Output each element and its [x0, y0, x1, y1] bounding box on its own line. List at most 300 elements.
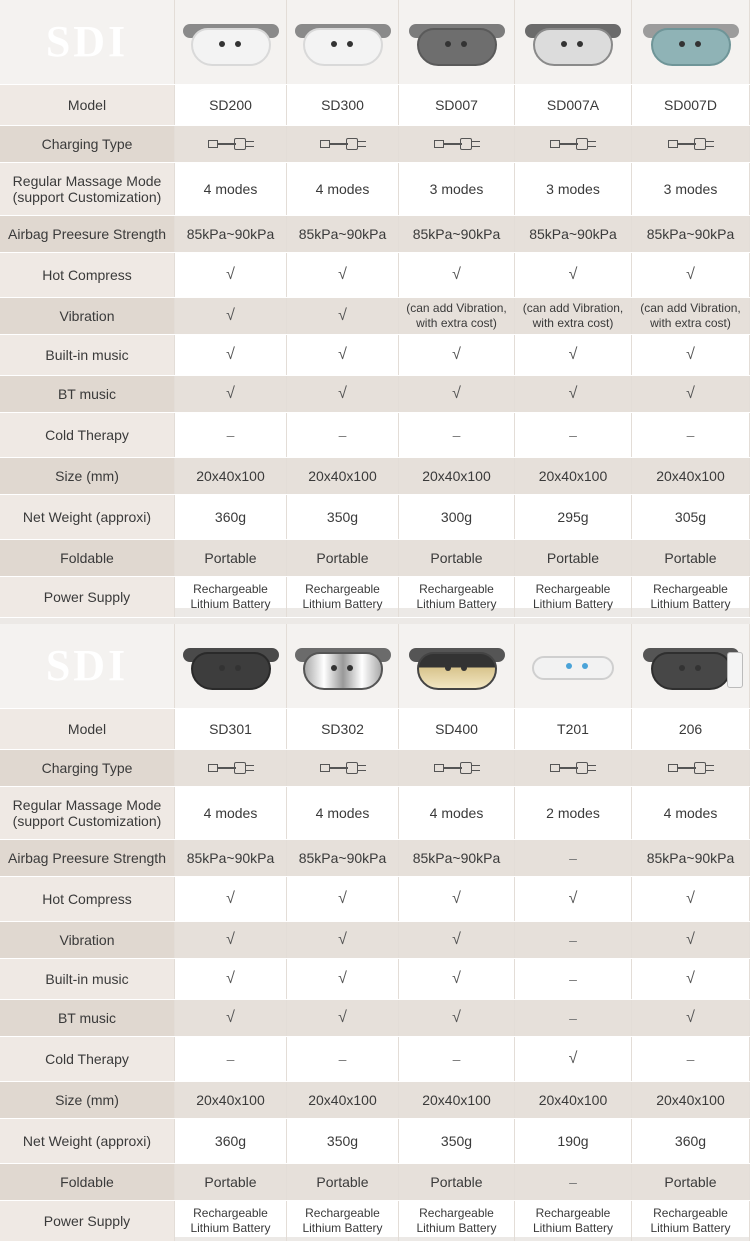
cell-airbag: [515, 840, 632, 876]
row-label: [0, 335, 175, 375]
value-text: 85kPa~90kPa: [186, 226, 275, 242]
cell-vibration: [175, 298, 287, 334]
value-text: 4 modes: [315, 181, 370, 197]
cell-foldable: [287, 540, 399, 576]
value-text: 20x40x100: [308, 1092, 377, 1108]
cell-weight: [399, 495, 515, 539]
row-cold: [0, 1037, 750, 1082]
brand-cell: [0, 0, 175, 84]
power-line: Rechargeable: [419, 1206, 494, 1220]
cell-foldable: [399, 540, 515, 576]
cell-model: [175, 709, 287, 749]
cell-vibration: [399, 298, 515, 334]
mini-eye-massager-icon: [528, 638, 618, 694]
check-mark: √: [338, 890, 347, 907]
value-text: 85kPa~90kPa: [529, 226, 617, 242]
cable-plug: [668, 140, 678, 148]
row-power: [0, 577, 750, 618]
cell-music: [399, 335, 515, 375]
cell-vibration: [632, 922, 750, 958]
cell-size: [399, 1082, 515, 1118]
value-text: 20x40x100: [538, 468, 608, 484]
not-available-dash: –: [226, 427, 235, 443]
cell-vibration: [515, 298, 632, 334]
cable-head: [694, 762, 706, 774]
cell-weight: [399, 1119, 515, 1163]
cell-airbag: [287, 840, 399, 876]
cell-bt: [632, 1000, 750, 1036]
value-text: T201: [557, 721, 589, 737]
cell-airbag: [399, 216, 515, 252]
row-foldable: [0, 1164, 750, 1201]
mask-button: [445, 665, 451, 671]
check-mark: √: [226, 307, 235, 324]
row-label: [0, 1037, 175, 1081]
not-available-dash: –: [569, 427, 577, 443]
product-image-cell: [632, 0, 750, 84]
cell-music: [287, 959, 399, 999]
check-mark: √: [686, 385, 695, 402]
value-text: 305g: [674, 509, 707, 525]
value-text: 3 modes: [546, 181, 600, 197]
value-text: Portable: [430, 550, 483, 566]
power-line: Lithium Battery: [416, 1221, 497, 1235]
cell-size: [399, 458, 515, 494]
charging-cable-icon: [320, 138, 366, 150]
power-line: Lithium Battery: [190, 597, 271, 611]
cell-hot: [287, 877, 399, 921]
power-line: Rechargeable: [419, 582, 494, 596]
check-mark: √: [338, 931, 347, 948]
label-line: Regular Massage Mode: [12, 797, 162, 813]
charging-cable-icon: [320, 762, 366, 774]
power-line: Lithium Battery: [416, 597, 497, 611]
cell-model: [632, 709, 750, 749]
check-mark: √: [686, 931, 695, 948]
cell-music: [515, 335, 632, 375]
cell-size: [632, 1082, 750, 1118]
mask-button: [219, 41, 225, 47]
cell-charging: [515, 750, 632, 786]
cell-massage: [632, 787, 750, 839]
mask-body: [533, 28, 613, 66]
value-text: SD400: [435, 721, 478, 737]
product-image-cell: [175, 624, 287, 708]
row-label-text: Airbag Preesure Strength: [8, 850, 166, 866]
row-label-text: Built-in music: [45, 347, 129, 363]
check-mark: √: [452, 890, 461, 907]
cell-massage: [175, 787, 287, 839]
check-mark: √: [686, 1009, 695, 1026]
row-label: [0, 253, 175, 297]
cable-plug: [320, 764, 330, 772]
value-text: 360g: [674, 1133, 707, 1149]
cable-head: [346, 138, 358, 150]
cell-power: [287, 1201, 399, 1241]
cable-plug: [434, 140, 444, 148]
power-supply-text: [416, 582, 496, 612]
cell-weight: [515, 1119, 632, 1163]
power-line: Rechargeable: [653, 1206, 728, 1220]
check-mark: √: [338, 385, 347, 402]
mask-body: [303, 652, 383, 690]
cable-head: [460, 762, 472, 774]
cell-size: [175, 458, 287, 494]
cell-model: [515, 85, 632, 125]
check-mark: √: [686, 346, 695, 363]
row-massage: [0, 163, 750, 216]
row-weight: [0, 495, 750, 540]
cable-wire: [678, 767, 696, 769]
cell-size: [515, 458, 632, 494]
label-line: (support Customization): [12, 813, 162, 829]
cell-model: [399, 85, 515, 125]
value-text: 350g: [326, 509, 359, 525]
product-image-cell: [287, 624, 399, 708]
mask-button: [561, 41, 567, 47]
not-available-dash: –: [686, 1051, 695, 1067]
value-text: SD200: [209, 97, 252, 113]
value-text: 190g: [557, 1133, 589, 1149]
value-text: Portable: [316, 1174, 369, 1190]
cell-bt: [287, 376, 399, 412]
cell-model: [287, 85, 399, 125]
mask-body: [191, 652, 271, 690]
check-mark: √: [452, 1009, 461, 1026]
header-row: [0, 0, 750, 85]
value-text: SD007A: [546, 97, 600, 113]
cell-massage: [515, 787, 632, 839]
cable-head: [346, 762, 358, 774]
value-text: 20x40x100: [538, 1092, 608, 1108]
cell-size: [175, 1082, 287, 1118]
product-image-cell: [515, 0, 632, 84]
mask-button: [679, 665, 685, 671]
row-label-text: Vibration: [59, 308, 115, 324]
cell-charging: [515, 126, 632, 162]
cable-head: [576, 138, 588, 150]
product-image-cell: [515, 624, 632, 708]
row-hot: [0, 253, 750, 298]
value-text: 4 modes: [429, 805, 484, 821]
cable-pin: [706, 141, 714, 147]
mask-body: [532, 656, 614, 680]
row-label-text: [13, 173, 162, 205]
value-text: 20x40x100: [196, 1092, 265, 1108]
row-label: [0, 1000, 175, 1036]
value-text: 4 modes: [663, 805, 718, 821]
not-available-dash: –: [569, 932, 577, 948]
value-text: 85kPa~90kPa: [646, 226, 735, 242]
row-label: [0, 840, 175, 876]
check-mark: √: [452, 931, 461, 948]
remote-control: [727, 652, 743, 688]
row-airbag: [0, 216, 750, 253]
cell-music: [175, 959, 287, 999]
cable-head: [576, 762, 588, 774]
row-airbag: [0, 840, 750, 877]
value-text: 350g: [326, 1133, 359, 1149]
cell-massage: [515, 163, 632, 215]
value-text: 3 modes: [429, 181, 484, 197]
cell-hot: [632, 253, 750, 297]
value-text: 85kPa~90kPa: [186, 850, 275, 866]
value-text: SD302: [321, 721, 364, 737]
cable-pin: [358, 765, 366, 771]
grey-eye-mask-icon: [407, 14, 507, 70]
cell-power: [632, 1201, 750, 1241]
power-line: Rechargeable: [193, 582, 268, 596]
row-label: [0, 1082, 175, 1118]
power-line: Lithium Battery: [650, 597, 731, 611]
cell-hot: [515, 877, 632, 921]
charging-cable-icon: [668, 138, 714, 150]
mask-body: [303, 28, 383, 66]
vibration-note: (can add Vibration, with extra cost): [522, 301, 624, 330]
white-eye-mask-icon: [181, 14, 281, 70]
product-image-cell: [399, 624, 515, 708]
cell-weight: [175, 495, 287, 539]
cable-plug: [550, 764, 560, 772]
power-supply-text: [533, 1206, 613, 1236]
row-label-text: [13, 797, 162, 829]
check-mark: √: [686, 890, 695, 907]
mask-button: [679, 41, 685, 47]
product-image-cell: [632, 624, 750, 708]
cable-plug: [320, 140, 330, 148]
cell-massage: [287, 163, 399, 215]
charging-cable-icon: [668, 762, 714, 774]
row-music: [0, 335, 750, 376]
check-mark: √: [338, 346, 347, 363]
cable-pin: [472, 141, 480, 147]
cell-massage: [632, 163, 750, 215]
chrome-eye-mask-icon: [293, 638, 393, 694]
cell-cold: [515, 1037, 632, 1081]
silver-eye-mask-icon: [523, 14, 623, 70]
row-model: [0, 85, 750, 126]
cell-bt: [287, 1000, 399, 1036]
value-text: 20x40x100: [656, 1092, 725, 1108]
comparison-table-2: [0, 624, 750, 1237]
row-label: [0, 163, 175, 215]
cell-foldable: [515, 540, 632, 576]
power-line: Lithium Battery: [302, 597, 383, 611]
row-charging: [0, 750, 750, 787]
cell-bt: [399, 1000, 515, 1036]
check-mark: √: [338, 970, 347, 987]
row-label: [0, 216, 175, 252]
mask-button: [695, 41, 701, 47]
row-label-text: Net Weight (approxi): [22, 509, 152, 525]
value-text: Portable: [204, 1174, 257, 1190]
power-supply-text: [302, 1206, 382, 1236]
value-text: 2 modes: [546, 805, 600, 821]
cell-size: [515, 1082, 632, 1118]
cell-weight: [632, 495, 750, 539]
check-mark: √: [226, 1009, 235, 1026]
row-label-text: Power Supply: [43, 589, 131, 605]
row-label-text: Airbag Preesure Strength: [8, 226, 166, 242]
row-label: [0, 959, 175, 999]
cell-foldable: [399, 1164, 515, 1200]
value-text: Portable: [664, 1174, 717, 1190]
mask-button: [219, 665, 225, 671]
label-line: Regular Massage Mode: [12, 173, 162, 189]
mask-body: [651, 652, 731, 690]
row-label: [0, 413, 175, 457]
cell-cold: [632, 1037, 750, 1081]
cell-model: [287, 709, 399, 749]
cell-cold: [175, 413, 287, 457]
teal-eye-mask-icon: [641, 14, 741, 70]
cell-hot: [287, 253, 399, 297]
cell-charging: [632, 126, 750, 162]
not-available-dash: –: [452, 427, 461, 443]
cell-vibration: [287, 298, 399, 334]
check-mark: √: [568, 346, 578, 363]
cell-power: [632, 577, 750, 617]
cable-pin: [472, 765, 480, 771]
check-mark: √: [452, 385, 461, 402]
cell-hot: [632, 877, 750, 921]
not-available-dash: –: [338, 427, 347, 443]
value-text: 360g: [214, 509, 247, 525]
row-label: [0, 126, 175, 162]
cell-model: [515, 709, 632, 749]
row-label-text: Size (mm): [55, 1092, 119, 1108]
check-mark: √: [226, 931, 235, 948]
cell-charging: [287, 126, 399, 162]
mask-button: [347, 665, 353, 671]
cable-plug: [550, 140, 560, 148]
mask-button: [331, 41, 337, 47]
cell-vibration: [175, 922, 287, 958]
cell-massage: [287, 787, 399, 839]
row-label: [0, 750, 175, 786]
not-available-dash: –: [226, 1051, 235, 1067]
value-text: 85kPa~90kPa: [412, 850, 501, 866]
power-line: Lithium Battery: [302, 1221, 383, 1235]
not-available-dash: –: [569, 850, 577, 866]
cell-bt: [632, 376, 750, 412]
vibration-note: (can add Vibration, with extra cost): [406, 301, 507, 330]
row-label-text: Model: [67, 97, 107, 113]
row-label: [0, 1119, 175, 1163]
cell-massage: [175, 163, 287, 215]
check-mark: √: [338, 1009, 347, 1026]
not-available-dash: –: [569, 1174, 577, 1190]
cell-hot: [175, 877, 287, 921]
row-music: [0, 959, 750, 1000]
check-mark: √: [568, 266, 578, 283]
cell-airbag: [515, 216, 632, 252]
row-label: [0, 877, 175, 921]
row-foldable: [0, 540, 750, 577]
header-row: [0, 624, 750, 709]
charging-cable-icon: [550, 138, 596, 150]
power-line: Rechargeable: [653, 582, 728, 596]
power-supply-text: [416, 1206, 496, 1236]
check-mark: √: [226, 385, 235, 402]
row-vibration: [0, 298, 750, 335]
cell-bt: [515, 1000, 632, 1036]
value-text: 20x40x100: [196, 468, 265, 484]
value-text: 4 modes: [315, 805, 370, 821]
charging-cable-icon: [208, 762, 254, 774]
gold-eye-mask-icon: [407, 638, 507, 694]
value-text: 85kPa~90kPa: [646, 850, 735, 866]
row-label-text: Vibration: [59, 932, 115, 948]
cable-head: [234, 138, 246, 150]
check-mark: √: [452, 266, 461, 283]
power-supply-text: [650, 582, 730, 612]
cell-foldable: [175, 1164, 287, 1200]
cell-hot: [515, 253, 632, 297]
row-cold: [0, 413, 750, 458]
value-text: SD007: [435, 97, 478, 113]
mask-body: [417, 652, 497, 690]
cell-charging: [287, 750, 399, 786]
row-label: [0, 298, 175, 334]
cell-weight: [175, 1119, 287, 1163]
row-size: [0, 458, 750, 495]
mask-button: [582, 663, 588, 669]
black-eye-mask-icon: [181, 638, 281, 694]
cell-charging: [175, 750, 287, 786]
mask-button: [235, 665, 241, 671]
cell-size: [632, 458, 750, 494]
row-label-text: BT music: [57, 1010, 117, 1026]
row-label: [0, 495, 175, 539]
not-available-dash: –: [569, 1010, 577, 1026]
value-text: 3 modes: [663, 181, 718, 197]
value-text: 20x40x100: [422, 468, 491, 484]
mask-body: [191, 28, 271, 66]
row-label-text: Foldable: [60, 550, 114, 566]
comparison-table-1: [0, 0, 750, 611]
check-mark: √: [568, 890, 578, 907]
mask-button: [445, 41, 451, 47]
cell-airbag: [175, 840, 287, 876]
cell-model: [399, 709, 515, 749]
check-mark: √: [452, 346, 461, 363]
cell-cold: [399, 1037, 515, 1081]
row-power: [0, 1201, 750, 1242]
white-eye-mask-icon: [293, 14, 393, 70]
row-bt: [0, 376, 750, 413]
value-text: Portable: [546, 550, 600, 566]
product-image-cell: [287, 0, 399, 84]
value-text: 20x40x100: [422, 1092, 491, 1108]
value-text: 206: [678, 721, 703, 737]
cell-vibration: [287, 922, 399, 958]
cell-power: [515, 1201, 632, 1241]
cable-pin: [246, 765, 254, 771]
value-text: Portable: [430, 1174, 483, 1190]
cell-power: [399, 1201, 515, 1241]
brand-cell: [0, 624, 175, 708]
cell-cold: [399, 413, 515, 457]
row-label-text: Built-in music: [45, 971, 129, 987]
row-label: [0, 1201, 175, 1241]
cell-power: [175, 577, 287, 617]
cell-music: [515, 959, 632, 999]
check-mark: √: [338, 266, 347, 283]
not-available-dash: –: [452, 1051, 461, 1067]
row-label-text: BT music: [57, 386, 117, 402]
row-label: [0, 85, 175, 125]
